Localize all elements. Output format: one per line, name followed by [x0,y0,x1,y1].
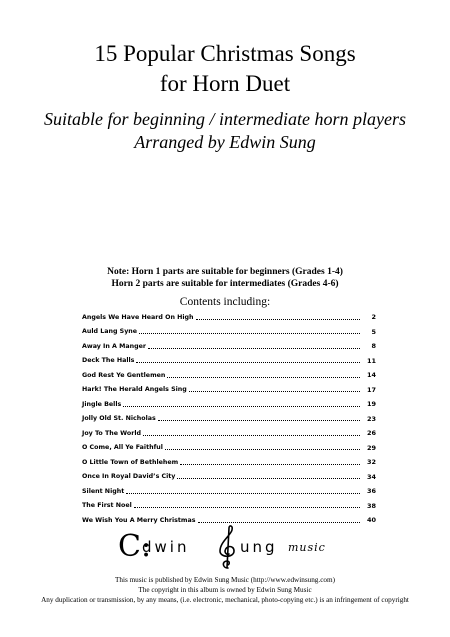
contents-item-page: 36 [366,487,376,496]
contents-item-title: Hark! The Herald Angels Sing [82,386,187,394]
contents-item-title: Joy To The World [82,429,142,437]
note-horn-2: Horn 2 parts are suitable for intermediates (Grades 4-6) [111,279,339,289]
contents-item-page: 34 [366,472,376,481]
treble-clef-icon [216,524,238,570]
dot-leader [123,406,360,407]
contents-item [82,397,376,412]
contents-item-page: 14 [366,371,376,380]
contents-item [82,310,376,325]
contents-item-page: 32 [366,458,376,467]
contents-item-page: 19 [366,400,376,409]
contents-item-page: 38 [366,501,376,510]
dot-leader [167,377,360,378]
logo-c-glyph: C: [118,529,152,564]
contents-item-page: 2 [371,313,376,322]
contents-item [82,412,376,427]
footer-line-3: Any duplication or transmission, by any means, (i.e. electronic, mechanical, photo-copying etc.) is an infringement of copyright [41,596,409,604]
publisher-logo [118,524,332,570]
contents-item-title: Deck The Halls [82,357,135,365]
dot-leader [180,464,360,465]
contents-item-title: The First Noel [82,502,132,510]
contents-item-title: Auld Lang Syne [82,328,138,336]
contents-item-title: We Wish You A Merry Christmas [82,516,196,524]
contents-item-page: 11 [366,356,376,365]
dot-leader [196,319,360,320]
footer-line-2: The copyright in this album is owned by Edwin Sung Music [138,586,312,594]
footer-line-1: This music is published by Edwin Sung Music (http://www.edwinsung.com) [115,576,335,584]
dot-leader [158,420,360,421]
dot-leader [143,435,360,436]
contents-item-title: Once In Royal David’s City [82,473,176,481]
note-horn-1: Note: Horn 1 parts are suitable for beginners (Grades 1-4) [107,267,343,277]
contents-item [82,383,376,398]
contents-heading: Contents including: [179,296,271,308]
dot-leader [177,478,360,479]
contents-item-title: O Come, All Ye Faithful [82,444,163,452]
contents-item-page: 8 [371,342,376,351]
title-line-1: 15 Popular Christmas Songs [94,41,356,66]
contents-item [82,499,376,514]
dot-leader [165,449,360,450]
contents-item [82,325,376,340]
dot-leader [134,507,360,508]
contents-item-page: 23 [366,414,376,423]
contents-item [82,470,376,485]
contents-item-title: Angels We Have Heard On High [82,313,194,321]
contents-item-page: 26 [366,429,376,438]
logo-text-dwin: dwin [142,538,190,556]
logo-text-ung: ung [240,538,278,556]
contents-item-title: Away In A Manger [82,342,147,350]
title-line-2: for Horn Duet [159,71,291,96]
contents-item-page: 5 [371,327,376,336]
dot-leader [198,522,361,523]
subtitle-line-2: Arranged by Edwin Sung [134,132,316,152]
subtitle-line-1: Suitable for beginning / intermediate horn players [44,109,406,129]
contents-item [82,339,376,354]
dot-leader [189,391,360,392]
contents-item-page: 40 [366,516,376,525]
contents-item [82,354,376,369]
contents-list [82,310,376,528]
contents-item-page: 29 [366,443,376,452]
dot-leader [136,362,360,363]
dot-leader [126,493,360,494]
contents-item-title: O Little Town of Bethlehem [82,458,179,466]
contents-item [82,441,376,456]
contents-item-title: Jolly Old St. Nicholas [82,415,156,423]
contents-item [82,368,376,383]
contents-item-page: 17 [366,385,376,394]
contents-item-title: Silent Night [82,487,125,495]
dot-leader [139,333,360,334]
contents-item [82,455,376,470]
contents-item [82,484,376,499]
contents-item-title: God Rest Ye Gentlemen [82,371,166,379]
logo-text-music: music [288,541,326,554]
dot-leader [148,348,360,349]
contents-item [82,426,376,441]
contents-item-title: Jingle Bells [82,400,122,408]
